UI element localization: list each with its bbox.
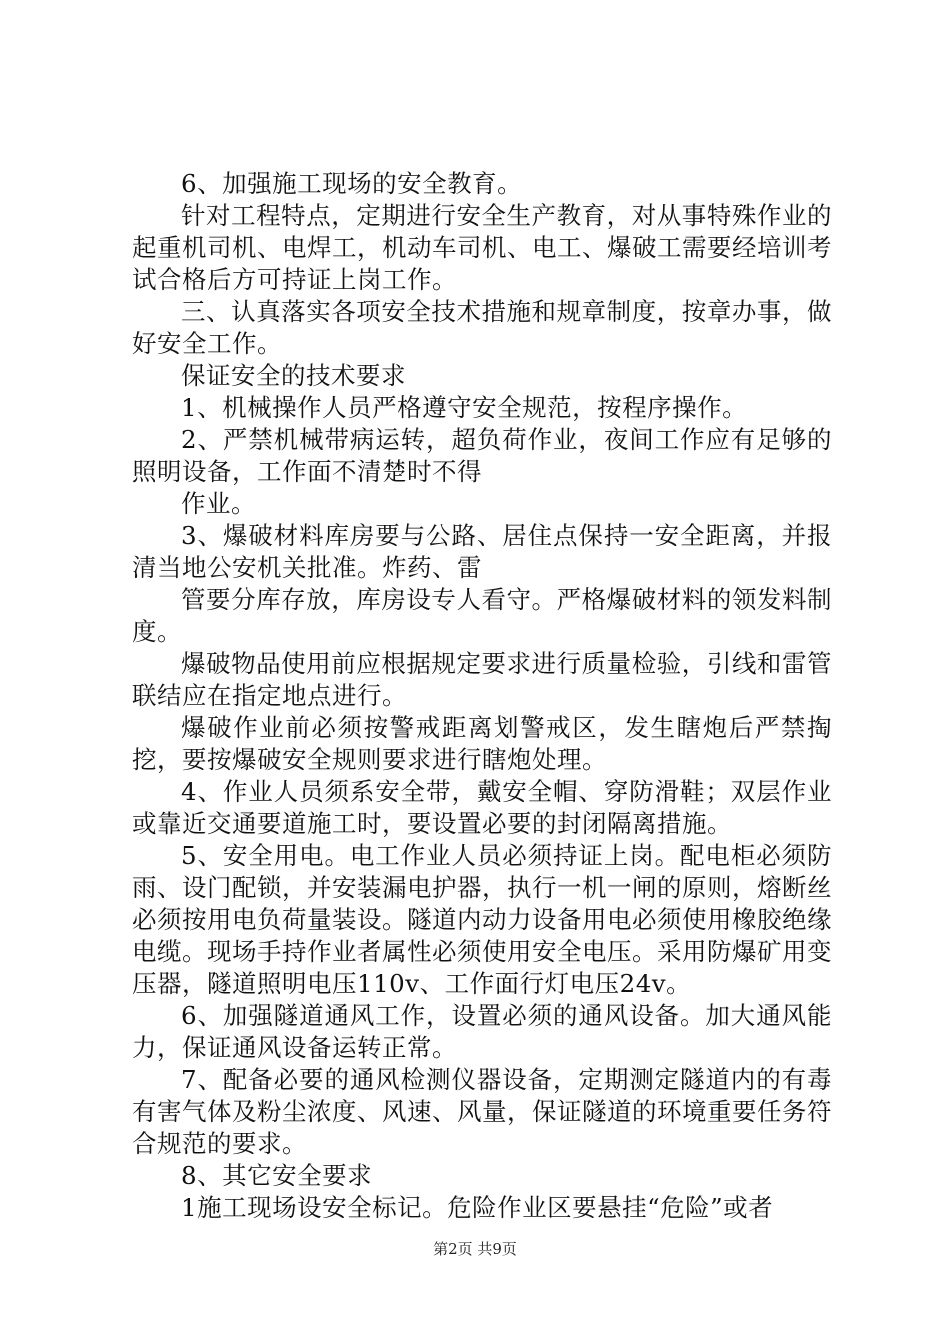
paragraph: 作业。 [181, 489, 256, 518]
paragraph: 6、加强隧道通风工作，设置必须的通风设备。加大通风能力，保证通风设备运转正常。 [132, 1001, 832, 1062]
paragraph: 5、安全用电。电工作业人员必须持证上岗。配电柜必须防雨、设门配锁，并安装漏电护器，执行一机一闸的原则，熔断丝必须按用电负荷量装设。隧道内动力设备用电必须使用橡胶绝缘电缆。现场手持作业者属性必须使用安全电压。采用防爆矿用变压器，隧道照明电压110v、工作面行灯电压24v。 [132, 841, 832, 998]
document-body [132, 168, 832, 1224]
paragraph: 保证安全的技术要求 [181, 361, 406, 390]
paragraph: 8、其它安全要求 [181, 1161, 373, 1190]
paragraph: 1、机械操作人员严格遵守安全规范，按程序操作。 [181, 393, 748, 422]
paragraph: 1施工现场设安全标记。危险作业区要悬挂“危险”或者 [181, 1193, 774, 1222]
paragraph: 3、爆破材料库房要与公路、居住点保持一安全距离，并报清当地公安机关批准。炸药、雷 [132, 521, 832, 582]
paragraph: 2、严禁机械带病运转，超负荷作业，夜间工作应有足够的照明设备，工作面不清楚时不得 [132, 425, 832, 486]
paragraph: 7、配备必要的通风检测仪器设备，定期测定隧道内的有毒有害气体及粉尘浓度、风速、风量，保证隧道的环境重要任务符合规范的要求。 [132, 1065, 832, 1158]
paragraph: 6、加强施工现场的安全教育。 [181, 169, 523, 198]
paragraph: 4、作业人员须系安全带，戴安全帽、穿防滑鞋；双层作业或靠近交通要道施工时，要设置必要的封闭隔离措施。 [132, 777, 832, 838]
page-number-footer: 第2页 共9页 [433, 1240, 517, 1258]
paragraph: 三、认真落实各项安全技术措施和规章制度，按章办事，做好安全工作。 [132, 297, 832, 358]
paragraph: 爆破物品使用前应根据规定要求进行质量检验，引线和雷管联结应在指定地点进行。 [132, 649, 832, 710]
paragraph: 管要分库存放，库房设专人看守。严格爆破材料的领发料制度。 [132, 585, 832, 646]
paragraph: 爆破作业前必须按警戒距离划警戒区，发生瞎炮后严禁掏挖，要按爆破安全规则要求进行瞎炮处理。 [132, 713, 832, 774]
paragraph: 针对工程特点，定期进行安全生产教育，对从事特殊作业的起重机司机、电焊工，机动车司机、电工、爆破工需要经培训考试合格后方可持证上岗工作。 [132, 201, 832, 294]
